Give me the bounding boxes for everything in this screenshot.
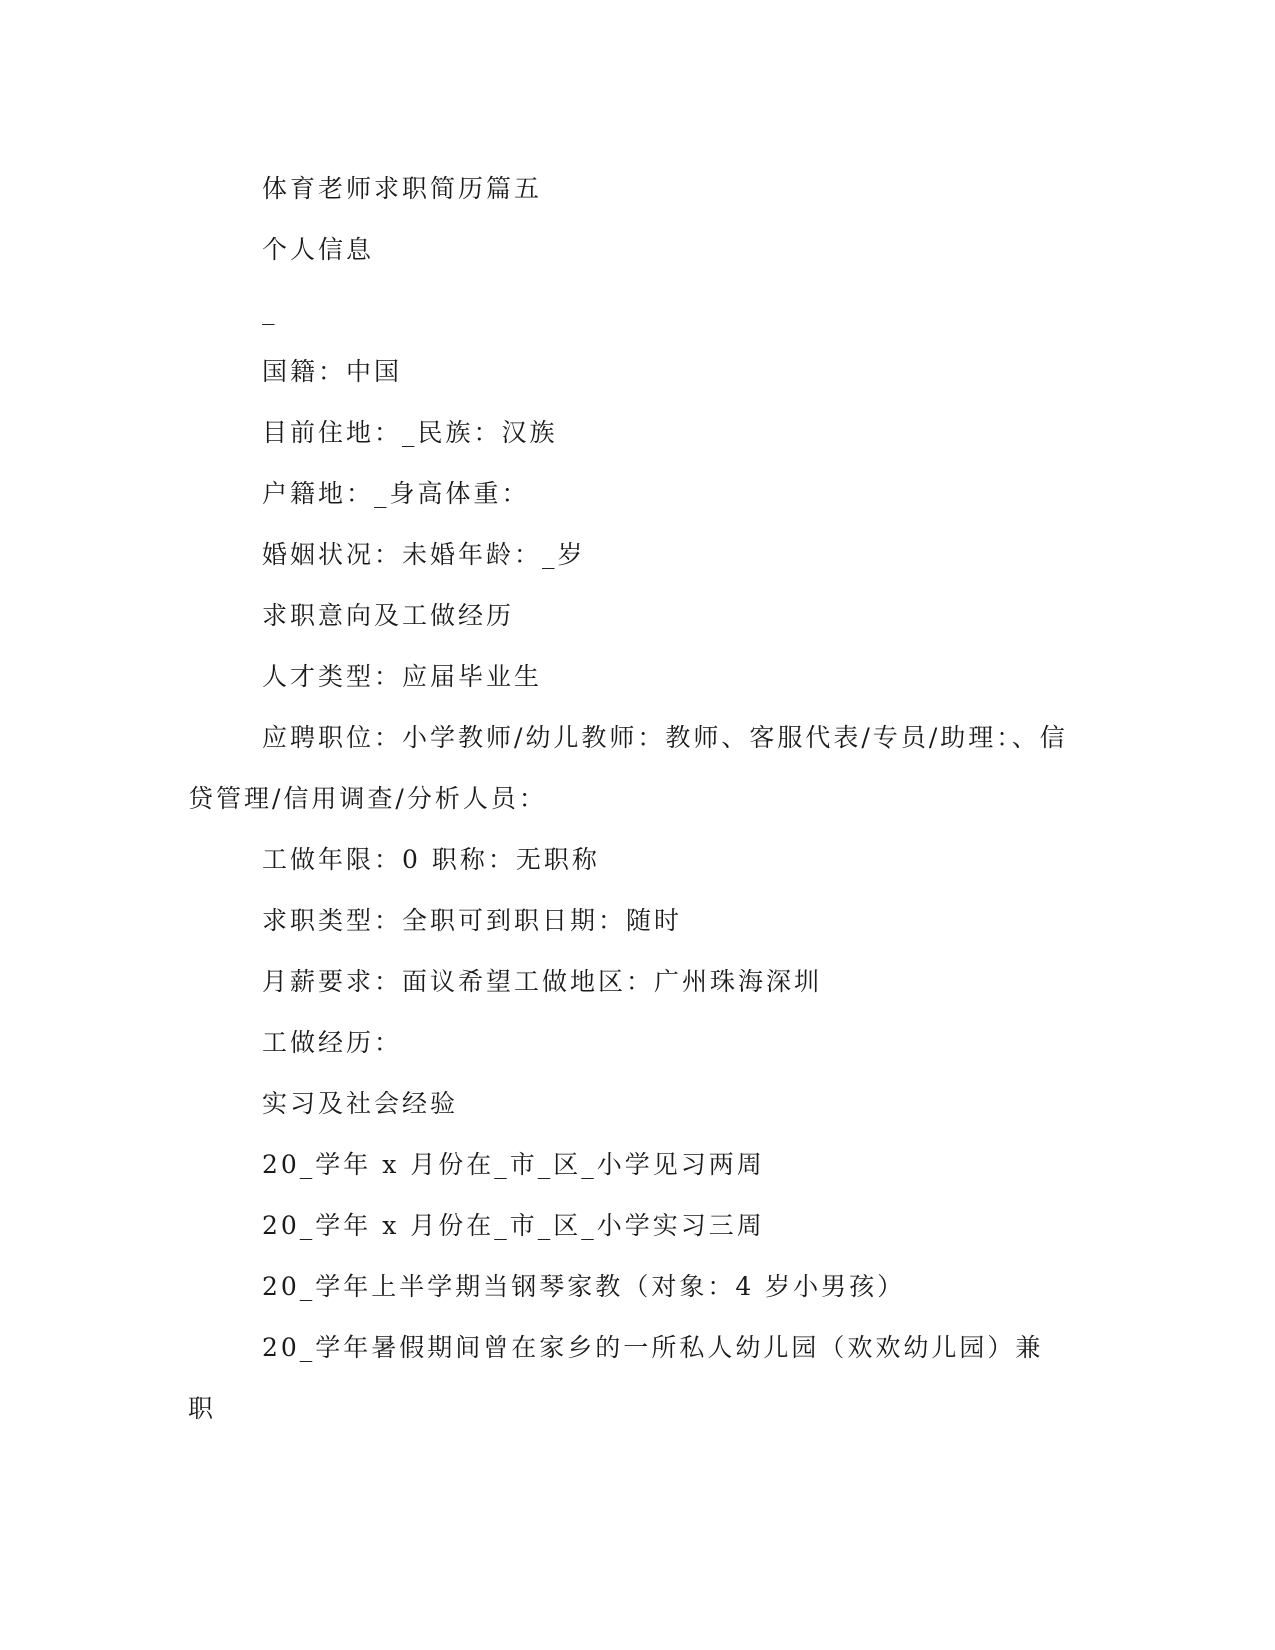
internship-item: 20_学年上半学期当钢琴家教（对象：4 岁小男孩） — [262, 1272, 906, 1301]
document-body — [188, 158, 1068, 1439]
nationality-line: 国籍：中国 — [262, 357, 403, 386]
salary-line: 月薪要求：面议希望工做地区：广州珠海深圳 — [262, 967, 823, 996]
talent-type-line: 人才类型：应届毕业生 — [262, 662, 543, 691]
residence-line: 目前住地：_民族：汉族 — [262, 418, 558, 447]
hukou-line: 户籍地：_身高体重： — [262, 479, 530, 508]
section-heading-intent: 求职意向及工做经历 — [262, 601, 515, 630]
section-heading-personal: 个人信息 — [262, 235, 375, 264]
internship-item: 20_学年 x 月份在_市_区_小学实习三周 — [262, 1211, 765, 1240]
internship-item: 20_学年 x 月份在_市_区_小学见习两周 — [262, 1150, 765, 1179]
marital-line: 婚姻状况：未婚年龄：_岁 — [262, 540, 586, 569]
document-title: 体育老师求职简历篇五 — [262, 174, 543, 203]
section-heading-internship: 实习及社会经验 — [262, 1089, 459, 1118]
position-paragraph: 应聘职位：小学教师/幼儿教师：教师、客服代表/专员/助理：、信贷管理/信用调查/分析人员： — [188, 723, 1068, 813]
blank-line: _ — [262, 296, 278, 325]
internship-item: 20_学年暑假期间曾在家乡的一所私人幼儿园（欢欢幼儿园）兼职 — [188, 1333, 1044, 1423]
work-history-line: 工做经历： — [262, 1028, 403, 1057]
years-line: 工做年限：0 职称：无职称 — [262, 845, 600, 874]
job-type-line: 求职类型：全职可到职日期：随时 — [262, 906, 683, 935]
